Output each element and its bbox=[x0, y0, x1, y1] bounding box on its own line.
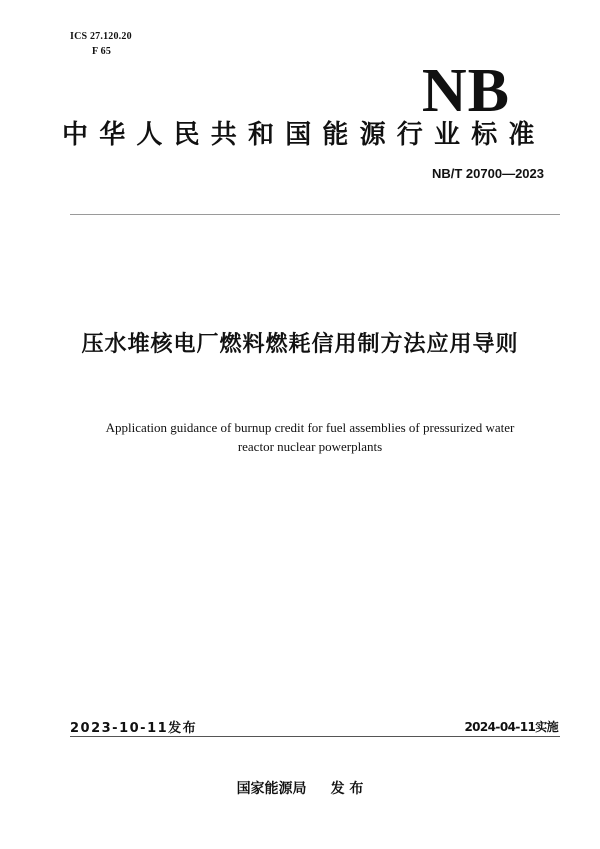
ccs-code: F 65 bbox=[92, 46, 112, 57]
footer-divider bbox=[70, 736, 560, 737]
standard-category-title: 中华人民共和国能源行业标准 bbox=[62, 120, 546, 150]
standard-logo: NB bbox=[421, 57, 510, 125]
document-title-english-line-2: reactor nuclear powerplants bbox=[237, 439, 383, 454]
document-title-english bbox=[70, 418, 550, 456]
document-title-english-line-1: Application guidance of burnup credit for fuel assemblies of pressurized water bbox=[105, 420, 515, 435]
ics-code: ICS 27.120.20 bbox=[70, 31, 132, 42]
issuer-name: 国家能源局 bbox=[236, 781, 307, 797]
issue-date: 2023-10-11发布 bbox=[70, 721, 198, 736]
issuer-action: 发 布 bbox=[330, 781, 364, 797]
document-title-chinese: 压水堆核电厂燃料燃耗信用制方法应用导则 bbox=[81, 332, 519, 357]
standard-number: NB/T 20700—2023 bbox=[431, 166, 544, 181]
issuer-line bbox=[0, 778, 600, 798]
implementation-date: 2024-04-11实施 bbox=[464, 720, 558, 734]
header-divider bbox=[70, 214, 560, 215]
